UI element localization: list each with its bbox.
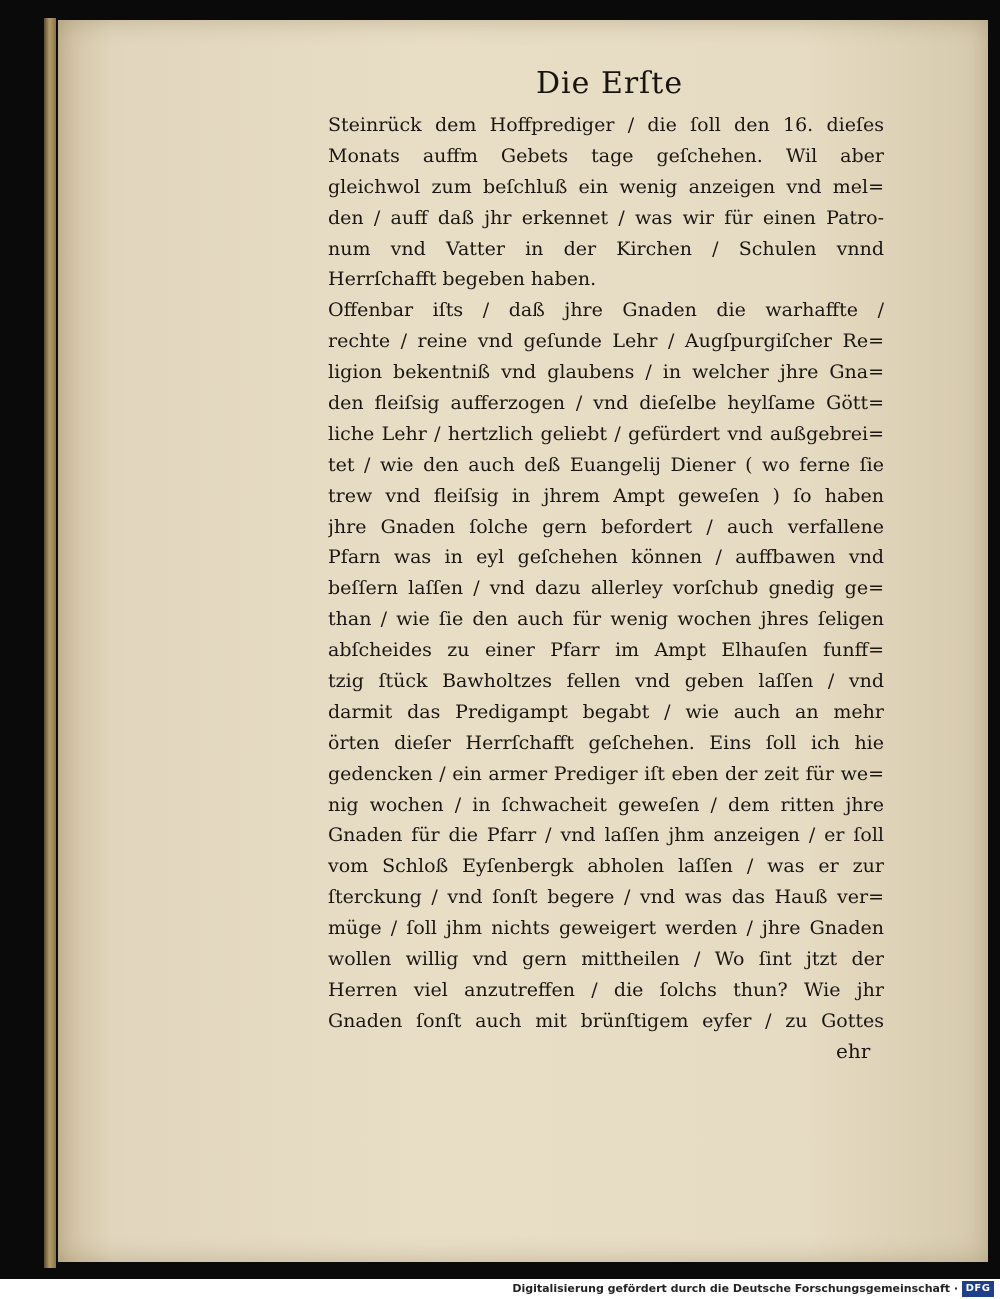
text-line: nig wochen / in ſchwacheit geweſen / dem ritten jhre [328, 793, 884, 816]
text-line: Monats auffm Gebets tage geſchehen. Wil aber [328, 144, 884, 167]
text-line: den / auff daß jhr erkennet / was wir für einen Patro- [328, 206, 884, 229]
text-line: Pfarn was in eyl geſchehen können / auffbawen vnd [328, 546, 884, 569]
text-line: rechte / reine vnd geſunde Lehr / Augſpurgiſcher Re= [328, 330, 884, 353]
text-line: ſterckung / vnd ſonſt begere / vnd was das Hauß ver= [328, 886, 884, 909]
text-line: beſſern laſſen / vnd dazu allerley vorſchub gnedig ge= [328, 577, 884, 600]
running-head: Die Erſte [536, 66, 684, 101]
text-line: num vnd Vatter in der Kirchen / Schulen vnnd [328, 237, 884, 260]
text-line: Gnaden für die Pfarr / vnd laſſen jhm anzeigen / er ſoll [328, 824, 884, 847]
text-line: tzig ſtück Bawholtzes fellen vnd geben laſſen / vnd [328, 670, 884, 693]
text-line: Offenbar iſts / daß jhre Gnaden die warhaffte / [328, 299, 884, 322]
text-line: vom Schloß Eyſenbergk abholen laſſen / was er zur [328, 855, 884, 878]
text-line: Herrſchafft begeben haben. [328, 268, 597, 291]
funding-credit: Digitalisierung gefördert durch die Deutsche Forschungsgemeinschaft · [512, 1282, 958, 1295]
body-text [328, 110, 884, 1037]
text-line: Gnaden ſonſt auch mit brünſtigem eyfer / zu Gottes [328, 1009, 884, 1032]
text-line: Herren viel anzutreffen / die ſolchs thun? Wie jhr [328, 978, 884, 1001]
text-line: Steinrück dem Hoffprediger / die ſoll den 16. dieſes [328, 114, 884, 136]
text-line: örten dieſer Herrſchafft geſchehen. Eins ſoll ich hie [328, 731, 884, 754]
text-line: ligion bekentniß vnd glaubens / in welcher jhre Gna= [328, 361, 884, 384]
text-line: than / wie ſie den auch für wenig wochen jhres ſeligen [328, 608, 884, 631]
text-line: gedencken / ein armer Prediger iſt eben der zeit für we= [328, 762, 884, 785]
text-line: den fleiſsig aufferzogen / vnd dieſelbe heylſame Gött= [328, 392, 884, 415]
text-line: gleichwol zum beſchluß ein wenig anzeigen vnd mel= [328, 175, 884, 198]
text-line: jhre Gnaden ſolche gern befordert / auch verfallene [328, 515, 884, 538]
dfg-logo: DFG [962, 1281, 994, 1297]
book-page-edges [44, 18, 56, 1268]
text-line: abſcheides zu einer Pfarr im Ampt Elhauſen funff= [328, 639, 884, 662]
text-line: wollen willig vnd gern mittheilen / Wo ſint jtzt der [328, 948, 884, 971]
text-line: darmit das Predigampt begabt / wie auch an mehr [328, 700, 884, 723]
text-line: liche Lehr / hertzlich geliebt / gefürdert vnd außgebrei= [328, 422, 884, 445]
text-line: müge / ſoll jhm nichts geweigert werden / jhre Gnaden [328, 917, 884, 940]
text-line: tet / wie den auch deß Euangelij Diener ( wo ferne ſie [328, 453, 884, 476]
catchword: ehr [836, 1039, 871, 1063]
text-line: trew vnd fleiſsig in jhrem Ampt geweſen ) ſo haben [328, 484, 884, 507]
